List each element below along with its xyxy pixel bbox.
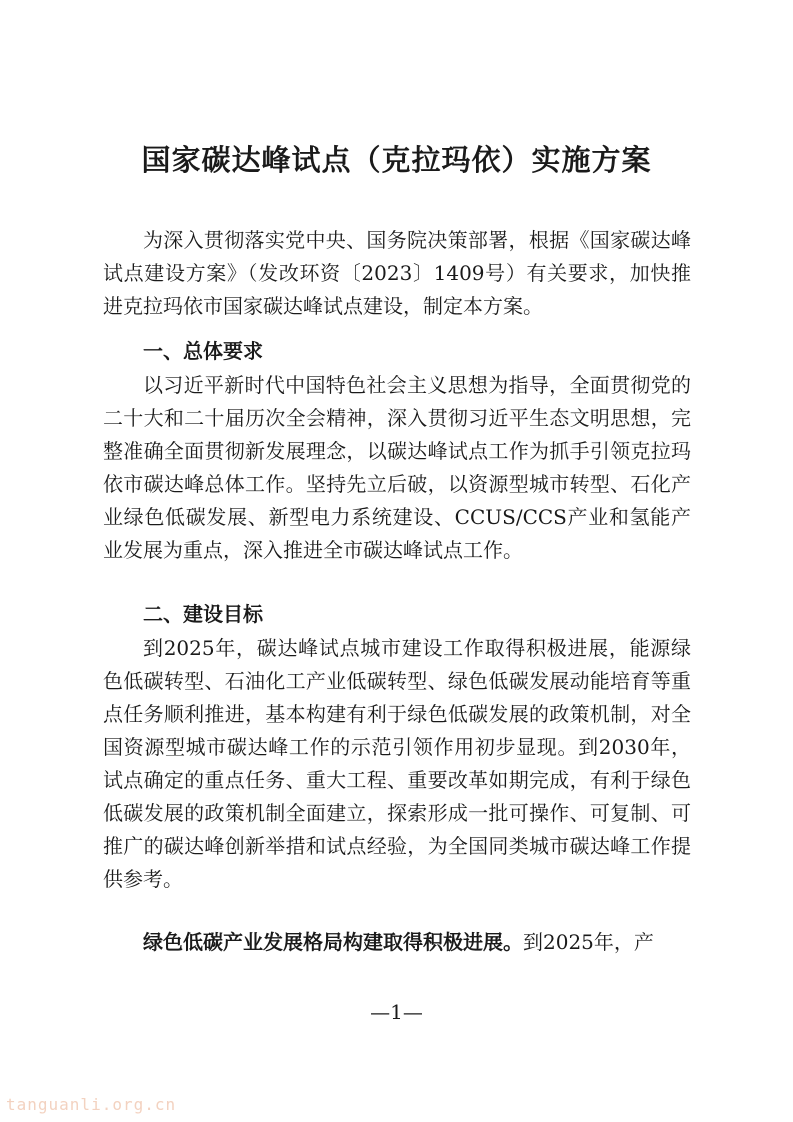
paragraph-industry-layout — [103, 926, 691, 959]
paragraph-bold-lead: 绿色低碳产业发展格局构建取得积极进展。 — [143, 930, 523, 954]
watermark-text: tanguanli.org.cn — [6, 1095, 177, 1114]
section-heading-overall-requirements: 一、总体要求 — [143, 339, 263, 363]
intro-paragraph: 为深入贯彻落实党中央、国务院决策部署，根据《国家碳达峰试点建设方案》（发改环资〔2023〕1409号）有关要求，加快推进克拉玛依市国家碳达峰试点建设，制定本方案。 — [103, 228, 691, 318]
section-paragraph-construction-goals: 到2025年，碳达峰试点城市建设工作取得积极进展，能源绿色低碳转型、石油化工产业低碳转型、绿色低碳发展动能培育等重点任务顺利推进，基本构建有利于绿色低碳发展的政策机制，对全国资源型城市碳达峰工作的示范引领作用初步显现。到2030年，试点确定的重点任务、重大工程、重要改革如期完成，有利于绿色低碳发展的政策机制全面建立，探索形成一批可操作、可复制、可推广的碳达峰创新举措和试点经验，为全国同类城市碳达峰工作提供参考。 — [103, 636, 691, 891]
document-title: 国家碳达峰试点（克拉玛依）实施方案 — [141, 143, 652, 177]
paragraph-trailing-text: 到2025年，产 — [523, 930, 654, 954]
section-heading-construction-goals: 二、建设目标 — [143, 602, 263, 626]
page-number: —1— — [370, 1000, 423, 1024]
section-paragraph-overall-requirements: 以习近平新时代中国特色社会主义思想为指导，全面贯彻党的二十大和二十届历次全会精神，深入贯彻习近平生态文明思想，完整准确全面贯彻新发展理念，以碳达峰试点工作为抓手引领克拉玛依市碳达峰总体工作。坚持先立后破，以资源型城市转型、石化产业绿色低碳发展、新型电力系统建设、CCUS/CCS产业和氢能产业发展为重点，深入推进全市碳达峰试点工作。 — [103, 373, 691, 562]
